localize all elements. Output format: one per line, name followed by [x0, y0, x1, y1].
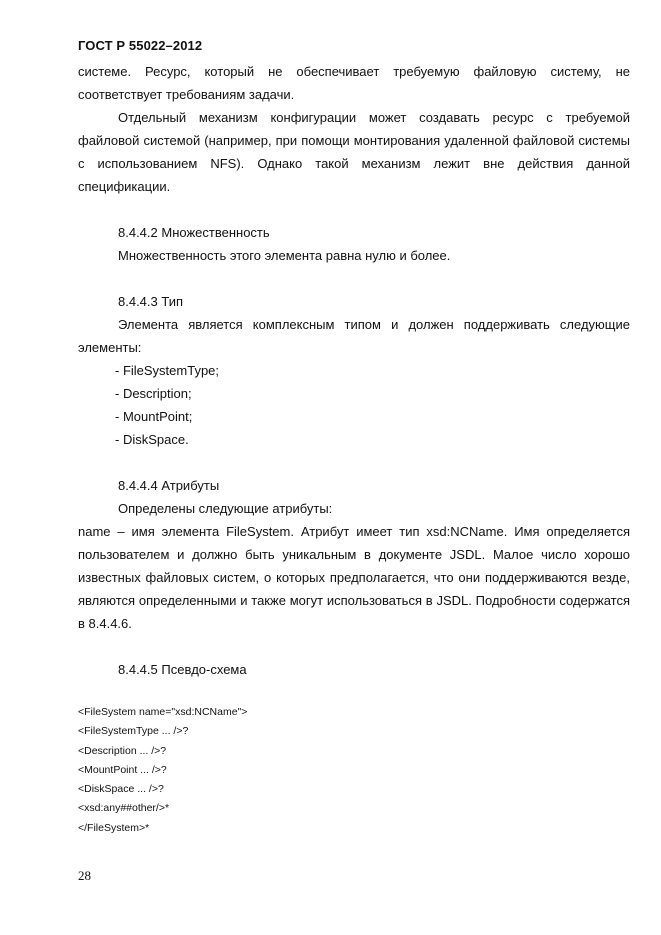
code-line: <DiskSpace ... />? [78, 783, 164, 796]
paragraph: Определены следующие атрибуты: [118, 501, 333, 516]
code-line: <FileSystemType ... />? [78, 725, 189, 738]
code-line: <FileSystem name="xsd:NCName"> [78, 706, 248, 718]
paragraph-line: системе. Ресурс, который не обеспечивает требуемую файловую систему, не [78, 64, 630, 79]
paragraph: Элемента является комплексным типом и должен поддерживать следующие элементы: [78, 317, 630, 355]
document-header: ГОСТ Р 55022–2012 [78, 38, 203, 53]
code-line: </FileSystem>* [78, 821, 150, 834]
list-item: - Description; [115, 386, 192, 401]
list-item: - FileSystemType; [115, 363, 220, 378]
paragraph: Множественность этого элемента равна нулю и более. [118, 248, 451, 263]
code-line: <xsd:any##other/>* [78, 802, 170, 815]
section-heading-8-4-4-2: 8.4.4.2 Множественность [118, 225, 270, 240]
paragraph: Отдельный механизм конфигурации может создавать ресурс с требуемой файловой системой (например, при помощи монтирования удаленной файловой системы с использованием NFS). Однако такой механизм лежит вне действия данной спецификации. [78, 110, 630, 194]
list-item: - MountPoint; [115, 409, 193, 424]
document-body [78, 60, 630, 838]
list-item: - DiskSpace. [115, 432, 189, 447]
section-heading-8-4-4-3: 8.4.4.3 Тип [118, 294, 184, 309]
code-line: <Description ... />? [78, 744, 167, 757]
section-heading-8-4-4-4: 8.4.4.4 Атрибуты [118, 478, 220, 493]
pseudo-schema-code [78, 703, 630, 838]
code-line: <MountPoint ... />? [78, 763, 167, 776]
paragraph: name – имя элемента FileSystem. Атрибут имеет тип xsd:NCName. Имя определяется пользователем и должно быть уникальным в документе JSDL. Малое число хорошо известных файловых систем, о которых предполагается, что они поддерживаются везде, являются определенными и также могут использоваться в JSDL. Подробности содержатся в 8.4.4.6. [78, 524, 630, 631]
paragraph-line: соответствует требованиям задачи. [78, 87, 295, 102]
section-heading-8-4-4-5: 8.4.4.5 Псевдо-схема [118, 662, 247, 677]
page-number: 28 [78, 868, 91, 883]
